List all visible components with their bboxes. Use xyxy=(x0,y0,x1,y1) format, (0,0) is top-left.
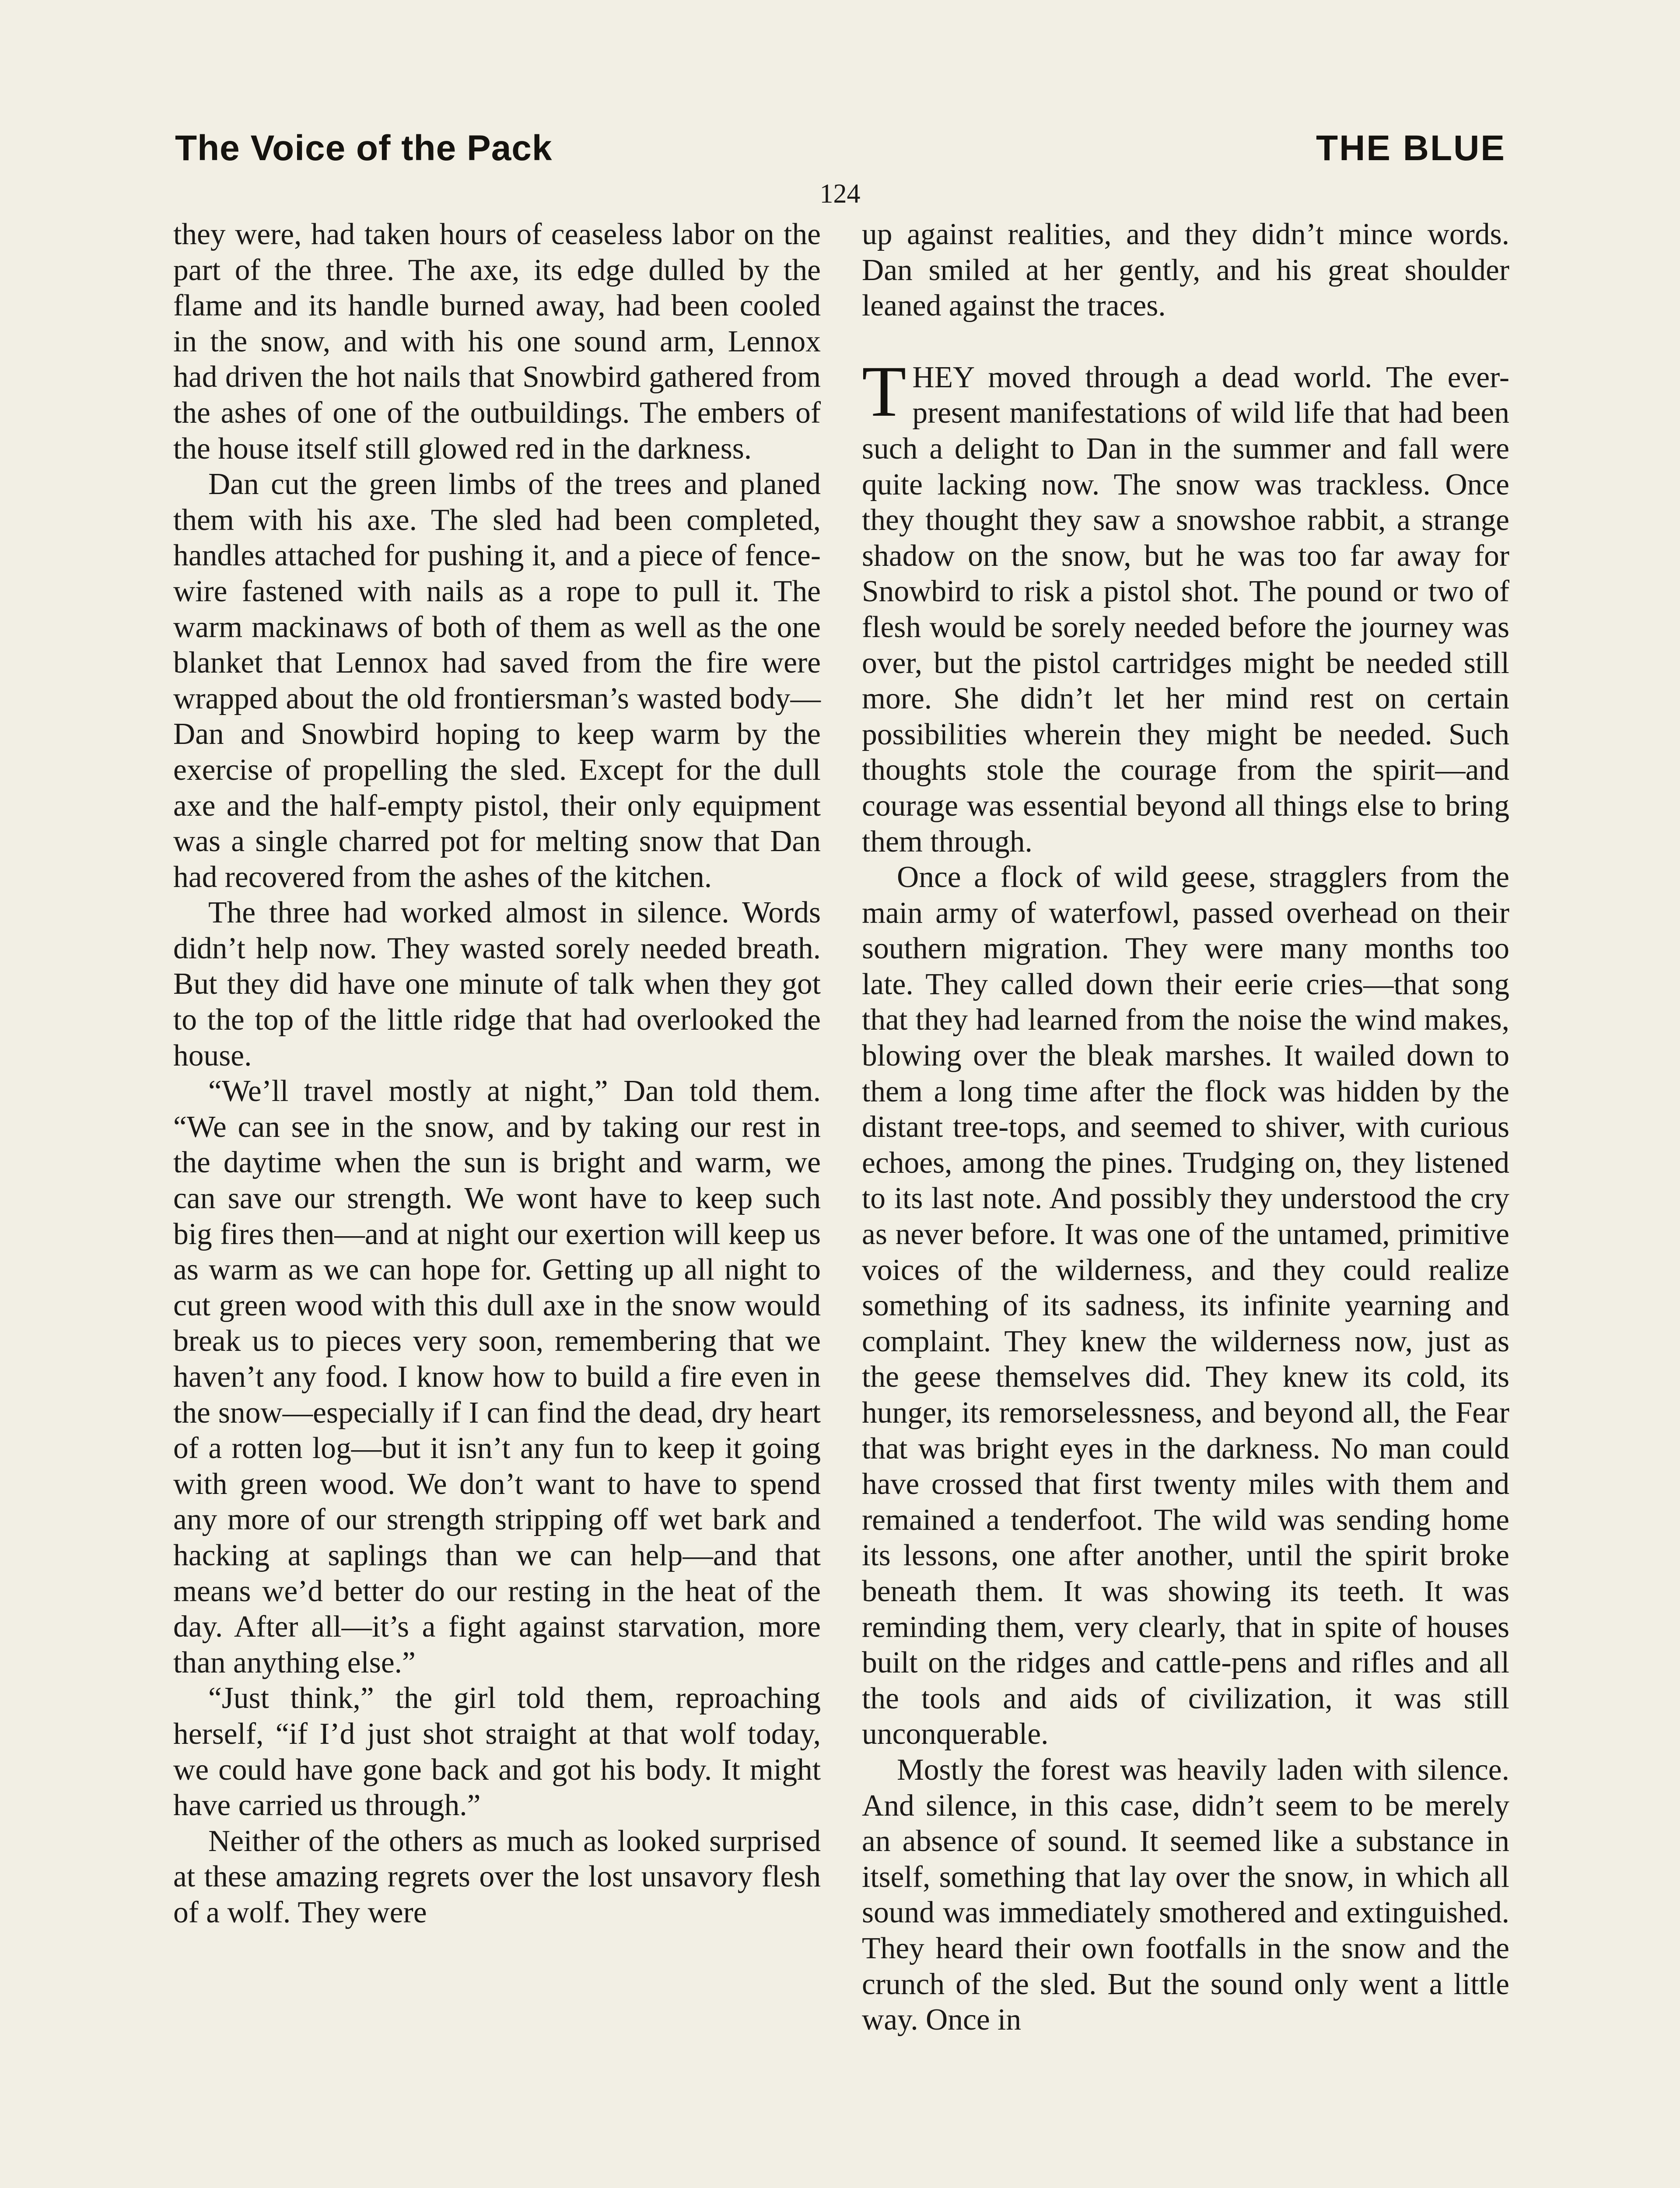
story-title: The Voice of the Pack xyxy=(175,128,553,168)
paragraph: up against realities, and they didn’t mince words. Dan smiled at her gently, and his great shoulder leaned against the traces. xyxy=(862,217,1509,323)
right-text-column xyxy=(862,217,1509,2038)
page-number: 124 xyxy=(819,179,861,209)
left-text-column xyxy=(173,217,821,1931)
paragraph: The three had worked almost in silence. Words didn’t help now. They wasted sorely needed breath. But they did have one minute of talk when they got to the top of the little ridge that had overlooked the house. xyxy=(173,896,821,1073)
drop-cap: T xyxy=(862,351,906,431)
section-start-paragraph xyxy=(862,351,1509,859)
paragraph: “Just think,” the girl told them, reproaching herself, “if I’d just shot straight at that wolf today, we could have gone back and got his body. It might have carried us through.” xyxy=(173,1681,821,1823)
paragraph: Once a flock of wild geese, stragglers from the main army of waterfowl, passed overhead on their southern migration. They were many months too late. They called down their eerie cries—that song that they had learned from the noise the wind makes, blowing over the bleak marshes. It wailed down to them a long time after the flock was hidden by the distant tree-tops, and seemed to shiver, with curious echoes, among the pines. Trudging on, they listened to its last note. And possibly they understood the cry as never before. It was one of the untamed, primitive voices of the wilderness, and they could realize something of its sadness, its infinite yearning and complaint. They knew the wilderness now, just as the geese themselves did. They knew its cold, its hunger, its remorselessness, and beyond all, the Fear that was bright eyes in the darkness. No man could have crossed that first twenty miles with them and remained a tenderfoot. The wild was sending home its lessons, one after another, until the spirit broke beneath them. It was showing its teeth. It was reminding them, very clearly, that in spite of houses built on the ridges and cattle-pens and rifles and all the tools and aids of civilization, it was still unconquerable. xyxy=(862,860,1509,1751)
paragraph: Mostly the forest was heavily laden with silence. And silence, in this case, didn’t seem to be merely an absence of sound. It seemed like a substance in itself, something that lay over the snow, in which all sound was immediately smothered and extinguished. They heard their own footfalls in the snow and the crunch of the sled. But the sound only went a little way. Once in xyxy=(862,1753,1509,2037)
paragraph: Dan cut the green limbs of the trees and planed them with his axe. The sled had been completed, handles attached for pushing it, and a piece of fence-wire fastened with nails as a rope to pull it. The warm mackinaws of both of them as well as the one blanket that Lennox had saved from the fire were wrapped about the old frontiersman’s wasted body—Dan and Snowbird hoping to keep warm by the exercise of propelling the sled. Except for the dull axe and the half-empty pistol, their only equipment was a single charred pot for melting snow that Dan had recovered from the ashes of the kitchen. xyxy=(173,467,821,894)
paragraph: they were, had taken hours of ceaseless labor on the part of the three. The axe, its edge dulled by the flame and its handle burned away, had been cooled in the snow, and with his one sound arm, Lennox had driven the hot nails that Snowbird gathered from the ashes of one of the outbuildings. The embers of the house itself still glowed red in the darkness. xyxy=(173,217,821,466)
magazine-title: THE BLUE xyxy=(1316,128,1506,168)
paragraph-text: HEY moved through a dead world. The ever-present manifestations of wild life that had been such a delight to Dan in the summer and fall were quite lacking now. The snow was trackless. Once they thought they saw a snowshoe rabbit, a strange shadow on the snow, but he was too far away for Snowbird to risk a pistol shot. The pound or two of flesh would be sorely needed before the journey was over, but the pistol cartridges might be needed still more. She didn’t let her mind rest on certain possibilities wherein they might be needed. Such thoughts stole the courage from the spirit—and courage was essential beyond all things else to bring them through. xyxy=(862,360,1509,859)
paragraph: Neither of the others as much as looked surprised at these amazing regrets over the lost unsavory flesh of a wolf. They were xyxy=(173,1824,821,1929)
paragraph: “We’ll travel mostly at night,” Dan told them. “We can see in the snow, and by taking our rest in the daytime when the sun is bright and warm, we can save our strength. We wont have to keep such big fires then—and at night our exertion will keep us as warm as we can hope for. Getting up all night to cut green wood with this dull axe in the snow would break us to pieces very soon, remembering that we haven’t any food. I know how to build a fire even in the snow—especially if I can find the dead, dry heart of a rotten log—but it isn’t any fun to keep it going with green wood. We don’t want to have to spend any more of our strength stripping off wet bark and hacking at saplings than we can help—and that means we’d better do our resting in the heat of the day. After all—it’s a fight against starvation, more than anything else.” xyxy=(173,1074,821,1680)
